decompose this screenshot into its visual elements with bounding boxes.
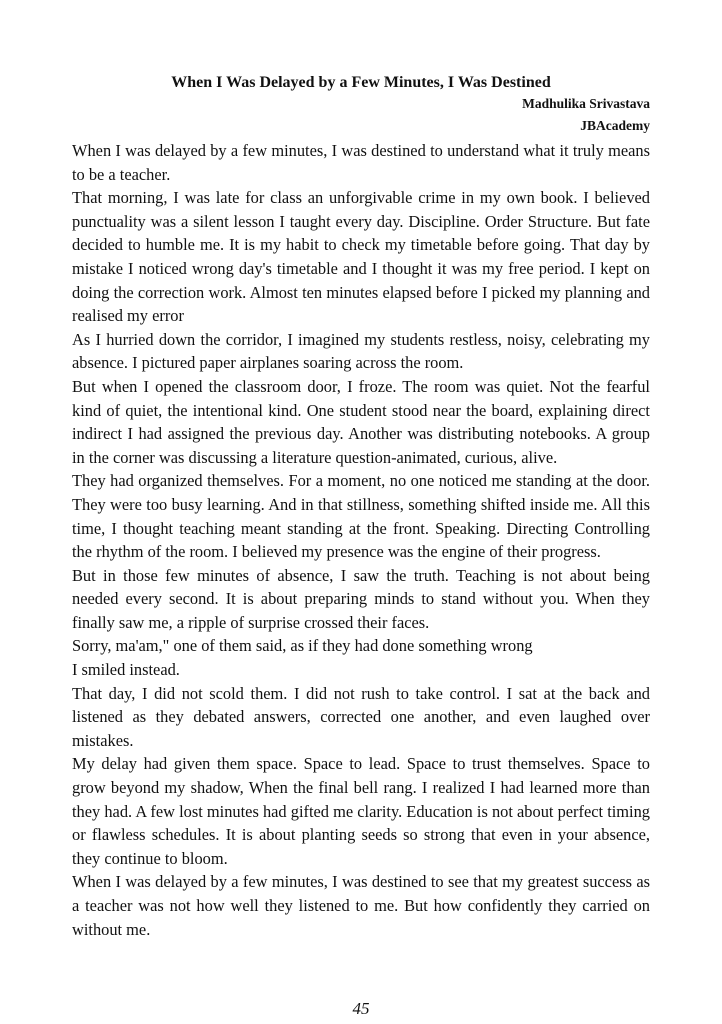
- paragraph-4: But when I opened the classroom door, I froze. The room was quiet. Not the fearful kind of quiet, the intentional kind. One student stood near the board, explaining direct indirect I had assigned the previous day. Another was distributing notebooks. A group in the corner was discussing a literature question-animated, curious, alive.: [72, 376, 650, 467]
- article-title: When I Was Delayed by a Few Minutes, I Was Destined: [171, 74, 551, 91]
- paragraph-8: I smiled instead.: [72, 660, 180, 680]
- paragraph-2: That morning, I was late for class an unforgivable crime in my own book. I believed punctuality was a silent lesson I taught every day. Discipline. Order Structure. But fate decided to humble me. It is my habit to check my timetable before going. That day by mistake I noticed wrong day's timetable and I thought it was my free period. I kept on doing the correction work. Almost ten minutes elapsed before I picked my planning and realised my error: [72, 188, 650, 326]
- article-body: [72, 139, 650, 941]
- paragraph-1: When I was delayed by a few minutes, I was destined to understand what it truly means to be a teacher.: [72, 141, 650, 184]
- paragraph-11: When I was delayed by a few minutes, I was destined to see that my greatest success as a teacher was not how well they listened to me. But how confidently they carried on without me.: [72, 872, 650, 939]
- paragraph-10: My delay had given them space. Space to lead. Space to trust themselves. Space to grow beyond my shadow, When the final bell rang. I realized I had learned more than they had. A few lost minutes had gifted me clarity. Education is not about perfect timing or flawless schedules. It is about planting seeds so strong that even in your absence, they continue to bloom.: [72, 754, 650, 868]
- paragraph-9: That day, I did not scold them. I did not rush to take control. I sat at the back and listened as they debated answers, corrected one another, and even laughed over mistakes.: [72, 683, 650, 750]
- author-affiliation: JBAcademy: [580, 118, 650, 133]
- paragraph-7: Sorry, ma'am," one of them said, as if they had done something wrong: [72, 636, 533, 656]
- author-name: Madhulika Srivastava: [522, 96, 650, 111]
- paragraph-3: As I hurried down the corridor, I imagined my students restless, noisy, celebrating my absence. I pictured paper airplanes soaring across the room.: [72, 329, 650, 373]
- page-number: 45: [352, 999, 370, 1018]
- paragraph-6: But in those few minutes of absence, I saw the truth. Teaching is not about being needed every second. It is about preparing minds to stand without you. When they finally saw me, a ripple of surprise crossed their faces.: [72, 565, 650, 632]
- paragraph-5: They had organized themselves. For a moment, no one noticed me standing at the door. They were too busy learning. And in that stillness, something shifted inside me. All this time, I thought teaching meant standing at the front. Speaking. Directing Controlling the rhythm of the room. I believed my presence was the engine of their progress.: [72, 471, 650, 562]
